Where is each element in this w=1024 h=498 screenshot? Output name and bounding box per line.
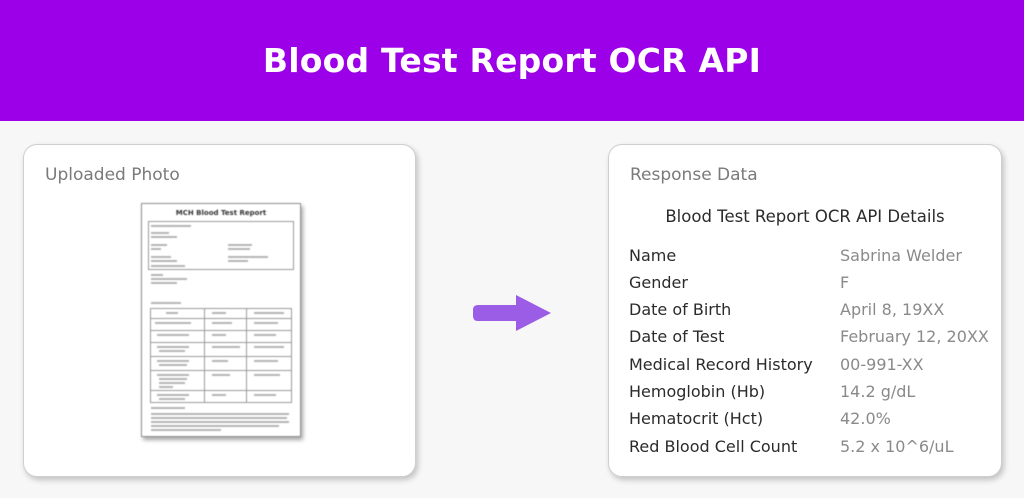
field-label: Hemoglobin (Hb) [629, 382, 766, 401]
field-value: Sabrina Welder [840, 246, 962, 265]
field-value: 42.0% [840, 409, 891, 428]
field-label: Red Blood Cell Count [629, 437, 798, 456]
field-row-hematocrit [629, 409, 999, 433]
field-label: Gender [629, 273, 688, 292]
field-label: Date of Test [629, 327, 725, 346]
field-row-name [629, 246, 999, 270]
field-label: Hematocrit (Hct) [629, 409, 764, 428]
uploaded-document-image [141, 203, 301, 437]
response-data-panel [608, 144, 1002, 477]
field-label: Date of Birth [629, 300, 732, 319]
field-row-date-of-test [629, 327, 999, 351]
uploaded-photo-label: Uploaded Photo [45, 165, 180, 185]
field-value: February 12, 20XX [840, 327, 989, 346]
field-value: 00-991-XX [840, 355, 924, 374]
field-label: Name [629, 246, 677, 265]
field-value: 5.2 x 10^6/uL [840, 437, 954, 456]
page-title: Blood Test Report OCR API [262, 41, 762, 80]
field-value: F [840, 273, 850, 292]
uploaded-photo-panel [23, 144, 416, 477]
field-row-medical-record-history [629, 355, 999, 379]
arrow-right-icon [472, 288, 554, 338]
field-row-date-of-birth [629, 300, 999, 324]
response-data-label: Response Data [630, 165, 758, 185]
document-title: MCH Blood Test Report [175, 209, 267, 217]
field-label: Medical Record History [629, 355, 813, 374]
field-row-gender [629, 273, 999, 297]
field-row-red-blood-cell-count [629, 437, 999, 461]
header-banner [0, 0, 1024, 121]
field-value: 14.2 g/dL [840, 382, 916, 401]
details-title: Blood Test Report OCR API Details [665, 207, 945, 226]
field-row-hemoglobin [629, 382, 999, 406]
field-value: April 8, 19XX [840, 300, 945, 319]
